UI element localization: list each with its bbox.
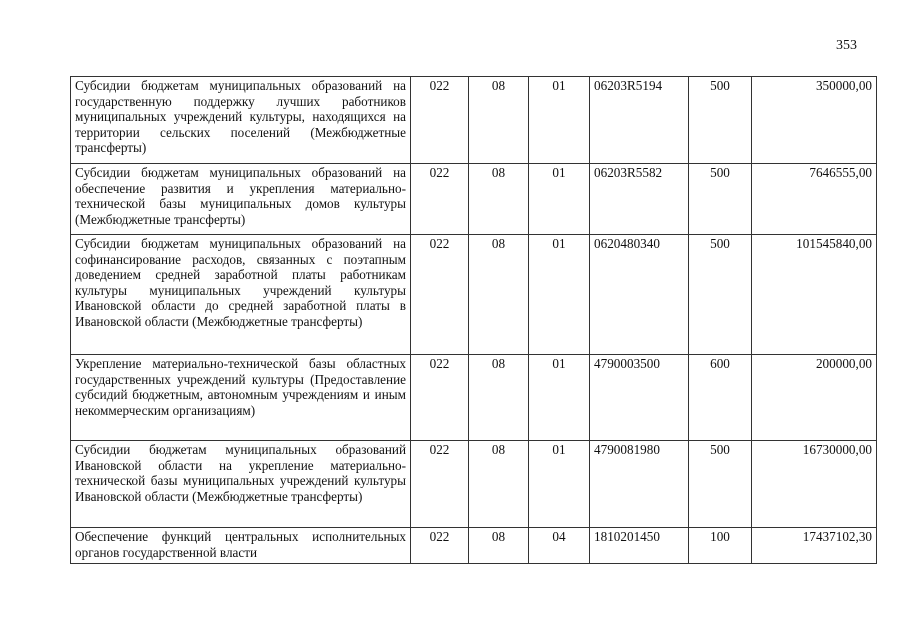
- table-row: [71, 235, 877, 355]
- amount: 7646555,00: [752, 164, 877, 235]
- expense-type-code: 500: [689, 77, 752, 164]
- amount: 101545840,00: [752, 235, 877, 355]
- amount: 350000,00: [752, 77, 877, 164]
- table-row: [71, 164, 877, 235]
- row-description: Субсидии бюджетам муниципальных образований на государственную поддержку лучших работников муниципальных учреждений культуры, находящихся на территории сельских поселений (Межбюджетные трансферты): [71, 77, 411, 164]
- section-code: 08: [469, 77, 529, 164]
- row-description: Субсидии бюджетам муниципальных образований Ивановской области на укрепление материально-технической базы муниципальных учреждений культуры Ивановской области (Межбюджетные трансферты): [71, 441, 411, 528]
- subsection-code: 01: [529, 235, 590, 355]
- subsection-code: 01: [529, 164, 590, 235]
- row-description: Укрепление материально-технической базы областных государственных учреждений культуры (Предоставление субсидий бюджетным, автономным учреждениям и иным некоммерческим организациям): [71, 355, 411, 441]
- table-row: [71, 441, 877, 528]
- expense-type-code: 100: [689, 528, 752, 564]
- target-article-code: 0620480340: [590, 235, 689, 355]
- subsection-code: 01: [529, 355, 590, 441]
- subsection-code: 04: [529, 528, 590, 564]
- section-code: 08: [469, 441, 529, 528]
- row-description: Субсидии бюджетам муниципальных образований на софинансирование расходов, связанных с поэтапным доведением средней заработной платы работникам культуры муниципальных учреждений культуры Ивановской области до средней заработной платы в Ивановской области (Межбюджетные трансферты): [71, 235, 411, 355]
- page-number: 353: [836, 38, 857, 53]
- ministry-code: 022: [411, 77, 469, 164]
- ministry-code: 022: [411, 355, 469, 441]
- expense-type-code: 500: [689, 441, 752, 528]
- subsection-code: 01: [529, 77, 590, 164]
- row-description: Обеспечение функций центральных исполнительных органов государственной власти: [71, 528, 411, 564]
- section-code: 08: [469, 235, 529, 355]
- expense-type-code: 500: [689, 164, 752, 235]
- target-article-code: 4790081980: [590, 441, 689, 528]
- target-article-code: 4790003500: [590, 355, 689, 441]
- section-code: 08: [469, 355, 529, 441]
- section-code: 08: [469, 528, 529, 564]
- target-article-code: 06203R5194: [590, 77, 689, 164]
- amount: 17437102,30: [752, 528, 877, 564]
- section-code: 08: [469, 164, 529, 235]
- budget-table: [70, 76, 877, 564]
- table-row: [71, 355, 877, 441]
- ministry-code: 022: [411, 528, 469, 564]
- ministry-code: 022: [411, 441, 469, 528]
- ministry-code: 022: [411, 235, 469, 355]
- expense-type-code: 500: [689, 235, 752, 355]
- table-row: [71, 528, 877, 564]
- target-article-code: 06203R5582: [590, 164, 689, 235]
- subsection-code: 01: [529, 441, 590, 528]
- ministry-code: 022: [411, 164, 469, 235]
- target-article-code: 1810201450: [590, 528, 689, 564]
- row-description: Субсидии бюджетам муниципальных образований на обеспечение развития и укрепления материально-технической базы муниципальных домов культуры (Межбюджетные трансферты): [71, 164, 411, 235]
- amount: 200000,00: [752, 355, 877, 441]
- amount: 16730000,00: [752, 441, 877, 528]
- expense-type-code: 600: [689, 355, 752, 441]
- table-row: [71, 77, 877, 164]
